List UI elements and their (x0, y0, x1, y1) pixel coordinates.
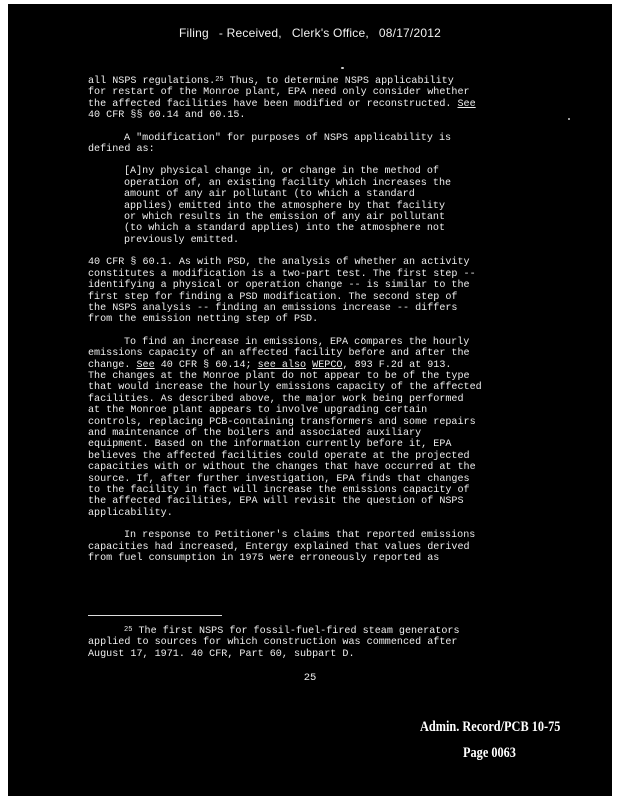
footnote-number: 25 (124, 626, 133, 634)
text-line: capacities had increased, Entergy explained that values derived (88, 541, 470, 553)
paragraph-4 (88, 337, 528, 520)
header-filing: Filing (179, 26, 209, 40)
quote-line: operation of, an existing facility which increases the (124, 177, 452, 189)
footnote-line: applied to sources for which construction was commenced after (88, 637, 458, 649)
page-stamp: Page 0063 (463, 745, 516, 761)
text-line: believes the affected facilities could operate at the projected (88, 450, 470, 462)
text-line: 40 CFR § 60.1. As with PSD, the analysis of whether an activity (88, 257, 470, 269)
text-line: all NSPS regulations. (88, 76, 216, 87)
text-line: In response to Petitioner's claims that reported emissions (124, 530, 476, 542)
text-line: controls, replacing PCB-containing transformers and some repairs (88, 416, 476, 428)
text-line: to the facility in fact will increase the emissions capacity of (88, 485, 470, 496)
text-line: for restart of the Monroe plant, EPA need only consider whether (88, 87, 470, 99)
text-line: The changes at the Monroe plant do not appear to be of the type (88, 370, 470, 382)
paragraph-2 (88, 133, 528, 156)
paragraph-1 (88, 76, 528, 122)
case-name: WEPCO (312, 359, 343, 371)
text-line: A "modification" for purposes of NSPS applicability is (124, 132, 452, 144)
text-line: that would increase the hourly emissions capacity of the affected (88, 382, 482, 394)
text-line: and maintenance of the boilers and associated auxiliary (88, 427, 422, 439)
header-received: - Received, (218, 26, 282, 40)
text-line: constitutes a modification is a two-part test. The first step -- (88, 268, 476, 280)
text-line: equipment. Based on the information currently before it, EPA (88, 439, 452, 451)
text-line: Thus, to determine NSPS applicability (229, 76, 454, 87)
text-line: the affected facilities have been modified or reconstructed. (88, 98, 452, 110)
footnote-ref: 25 (215, 76, 224, 84)
text-line: 40 CFR §§ 60.14 and 60.15. (88, 110, 246, 122)
text-line: change. (88, 359, 131, 371)
footnote (88, 626, 528, 660)
text-line: To find an increase in emissions, EPA compares the hourly (124, 336, 470, 348)
text-line: the NSPS analysis -- finding an emissions increase -- differs (88, 302, 458, 314)
admin-record-stamp: Admin. Record/PCB 10-75 (420, 719, 561, 735)
header-office: Clerk's Office, (291, 26, 369, 40)
text-line: identifying a physical or operation change -- is similar to the (88, 280, 470, 292)
text-line: facilities. As described above, the major work being performed (88, 393, 464, 405)
quote-line: [A]ny physical change in, or change in the method of (124, 166, 439, 178)
quote-line: previously emitted. (124, 234, 240, 246)
text-line: at the Monroe plant appears to involve upgrading certain (88, 405, 428, 417)
text-line: first step for finding a PSD modification. The second step of (88, 291, 458, 303)
quote-line: (to which a standard applies) into the atmosphere not (124, 223, 446, 235)
quote-line: applies) emitted into the atmosphere by that facility (124, 200, 446, 212)
paragraph-3 (88, 257, 528, 325)
text-line: capacities with or without the changes that have occurred at the (88, 462, 476, 474)
scan-speck (568, 118, 570, 120)
text-line: from fuel consumption in 1975 were erroneously reported as (88, 553, 440, 565)
scan-speck (341, 67, 344, 69)
body-text (88, 76, 528, 575)
text-line: emissions capacity of an affected facility before and after the (88, 348, 470, 360)
document-page (8, 4, 612, 796)
footnote-divider (88, 615, 222, 616)
footnote-line: The first NSPS for fossil-fuel-fired steam generators (138, 626, 460, 637)
quote-line: amount of any air pollutant (to which a standard (124, 189, 415, 201)
block-quote (88, 166, 528, 246)
citation-signal: See (136, 359, 155, 371)
header-date: 08/17/2012 (378, 26, 441, 40)
citation-signal: see also (257, 359, 307, 371)
text-line: the affected facilities, EPA will revisit the question of NSPS (88, 496, 464, 508)
text-line: defined as: (88, 144, 155, 156)
footnote-line: August 17, 1971. 40 CFR, Part 60, subpart D. (88, 648, 355, 660)
page-number: 25 (303, 672, 317, 684)
text-line: from the emission netting step of PSD. (88, 314, 319, 326)
paragraph-5 (88, 530, 528, 564)
text-line: source. If, after further investigation, EPA finds that changes (88, 473, 470, 485)
citation: , 893 F.2d at 913. (342, 359, 452, 371)
filing-header (8, 26, 612, 40)
citation: 40 CFR § 60.14; (160, 359, 252, 371)
citation-signal: See (457, 98, 476, 110)
text-line: applicability. (88, 507, 173, 519)
quote-line: or which results in the emission of any air pollutant (124, 212, 446, 224)
